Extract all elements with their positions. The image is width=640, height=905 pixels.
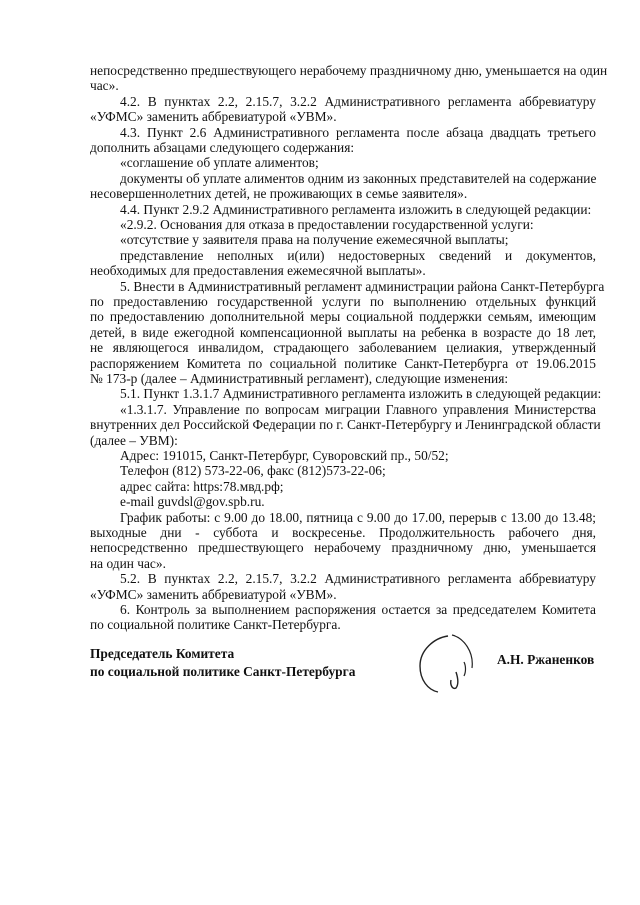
text-line: «УФМС» заменить аббревиатурой «УВМ». (90, 109, 337, 125)
text-line: час». (90, 78, 119, 94)
text-line: не являющегося инвалидом, страдающего заболеванием целиакия, утвержденный (90, 340, 596, 356)
handwritten-signature (412, 632, 482, 694)
text-line: непосредственно предшествующего нерабочему праздничному дню, уменьшается (90, 540, 596, 556)
text-line: по предоставлению государственной услуги по выполнению отдельных функций (90, 294, 596, 309)
text-line: «2.9.2. Основания для отказа в предоставлении государственной услуги: (120, 217, 534, 232)
text-line: «отсутствие у заявителя права на получение ежемесячной выплаты; (120, 232, 509, 248)
text-line: представление неполных и(или) недостоверных сведений и документов, (120, 247, 596, 263)
text-line: 6. Контроль за выполнением распоряжения остается за председателем Комитета (120, 602, 596, 617)
signatory-title-line2: по социальной политике Санкт-Петербурга (90, 664, 356, 679)
text-line: внутренних дел Российской Федерации по г. Санкт-Петербургу и Ленинградской области (90, 417, 601, 433)
text-line: на один час». (90, 555, 166, 571)
text-line: «соглашение об уплате алиментов; (120, 155, 319, 171)
text-line: 5. Внести в Административный регламент администрации района Санкт-Петербурга (120, 278, 605, 294)
text-line: «1.3.1.7. Управление по вопросам миграции Главного управления Министерства (120, 401, 596, 417)
text-line: по социальной политике Санкт-Петербурга. (90, 617, 341, 633)
text-line: детей, в виде ежегодной компенсационной выплаты на ребенка в возрасте до 18 лет, (90, 324, 596, 340)
text-line: выходные дни - суббота и воскресенье. Продолжительность рабочего дня, (90, 525, 596, 540)
text-line: распоряжением Комитета по социальной политике Санкт-Петербурга от 19.06.2015 (90, 355, 596, 371)
text-line: 5.2. В пунктах 2.2, 2.15.7, 3.2.2 Административного регламента аббревиатуру (120, 571, 596, 587)
text-line: по предоставлению дополнительной меры социальной поддержки семьям, имеющим (90, 309, 596, 325)
text-line: № 173-р (далее – Административный регламент), следующие изменения: (90, 371, 509, 386)
text-line: 5.1. Пункт 1.3.1.7 Административного регламента изложить в следующей редакции: (120, 386, 602, 402)
text-line: Адрес: 191015, Санкт-Петербург, Суворовский пр., 50/52; (120, 448, 449, 463)
text-line: дополнить абзацами следующего содержания: (90, 140, 355, 155)
signatory-name: А.Н. Ржаненков (497, 652, 595, 667)
text-line: (далее – УВМ): (90, 432, 178, 448)
text-line: «УФМС» заменить аббревиатурой «УВМ». (90, 586, 337, 602)
text-line: непосредственно предшествующего нерабочему праздничному дню, уменьшается на один (90, 63, 608, 78)
text-line: Телефон (812) 573-22-06, факс (812)573-22-06; (120, 463, 386, 479)
signatory-title-line1: Председатель Комитета (90, 646, 235, 661)
text-line: несовершеннолетних детей, не проживающих в семье заявителя». (90, 186, 468, 202)
text-line: необходимых для предоставления ежемесячной выплаты». (90, 263, 426, 279)
text-line: 4.2. В пунктах 2.2, 2.15.7, 3.2.2 Административного регламента аббревиатуру (120, 93, 596, 109)
text-line: 4.4. Пункт 2.9.2 Административного регламента изложить в следующей редакции: (120, 201, 592, 217)
text-line: 4.3. Пункт 2.6 Административного регламента после абзаца двадцать третьего (120, 124, 596, 140)
text-line: e-mail guvdsl@gov.spb.ru. (120, 494, 265, 510)
text-line: адрес сайта: https:78.мвд.рф; (120, 478, 284, 494)
text-line: документы об уплате алиментов одним из законных представителей на содержание (120, 170, 597, 186)
text-line: График работы: с 9.00 до 18.00, пятница с 9.00 до 17.00, перерыв с 13.00 до 13.48; (120, 509, 596, 525)
